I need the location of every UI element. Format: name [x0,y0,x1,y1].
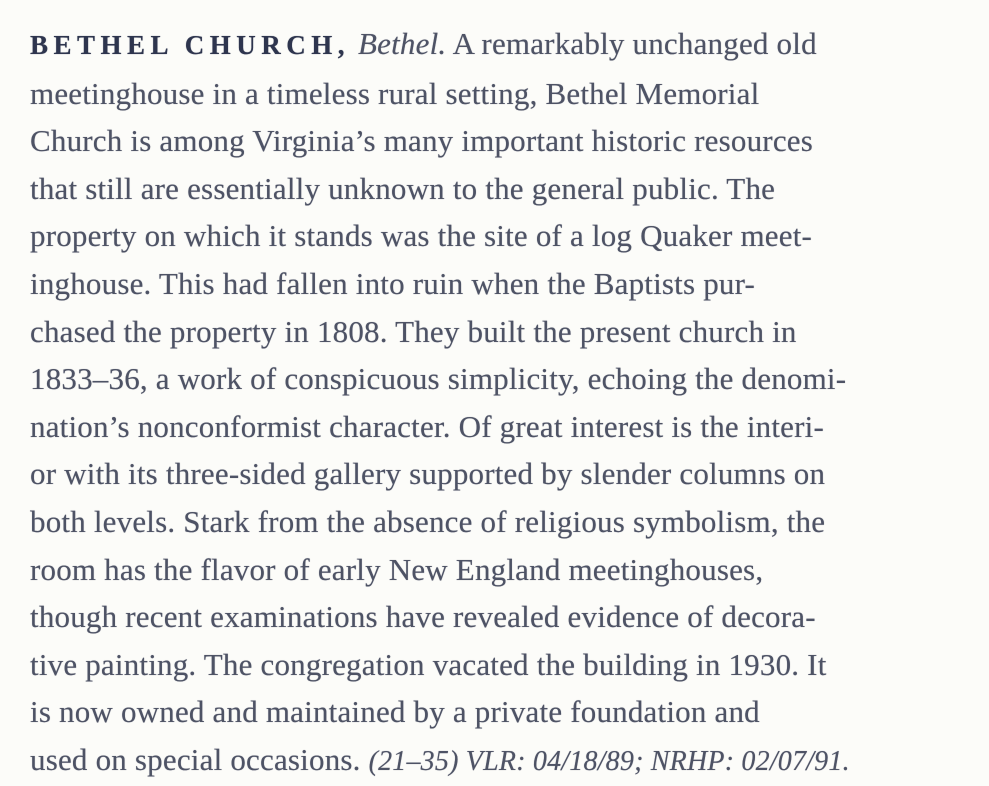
entry-paragraph [30,20,971,786]
text-line [30,736,971,786]
text-segment: though recent examinations have revealed evidence of decora- [30,599,816,635]
text-line [30,355,971,403]
text-line [30,70,971,118]
text-segment: chased the property in 1808. They built the present church in [30,313,797,349]
text-segment: tive painting. The congregation vacated the building in 1930. It [30,646,827,682]
text-line [30,498,971,546]
text-line [30,403,971,451]
entry-heading: BETHEL CHURCH, [30,30,351,60]
entry-place-name: Bethel. [358,26,447,61]
text-line [30,593,971,641]
text-segment: room has the flavor of early New England meetinghouses, [30,551,764,587]
text-line [30,688,971,736]
text-segment: is now owned and maintained by a private foundation and [30,694,760,730]
text-segment: inghouse. This had fallen into ruin when the Baptists pur- [30,265,756,301]
text-line [30,212,971,260]
text-segment: meetinghouse in a timeless rural setting, Bethel Memorial [30,75,760,111]
text-line [30,546,971,594]
text-line [30,641,971,689]
text-segment: A remarkably unchanged old [446,26,817,61]
text-line [30,308,971,356]
text-line [30,165,971,213]
text-segment: or with its three-sided gallery supported by slender columns on [30,456,826,492]
text-line [30,117,971,165]
text-line [30,20,971,70]
text-segment: both levels. Stark from the absence of religious symbolism, the [30,503,826,539]
text-segment: nation’s nonconformist character. Of great interest is the interi- [30,408,824,444]
text-line [30,260,971,308]
text-segment: that still are essentially unknown to the general public. The [30,170,776,206]
text-line [30,450,971,498]
register-citation: (21–35) VLR: 04/18/89; NRHP: 02/07/91. [368,745,850,777]
text-segment [350,26,358,61]
text-segment: Church is among Virginia’s many important historic resources [30,123,814,159]
text-segment: used on special occasions. [30,741,369,777]
text-segment: 1833–36, a work of conspicuous simplicity, echoing the denomi- [30,361,847,397]
text-segment: property on which it stands was the site of a log Quaker meet- [30,218,813,254]
